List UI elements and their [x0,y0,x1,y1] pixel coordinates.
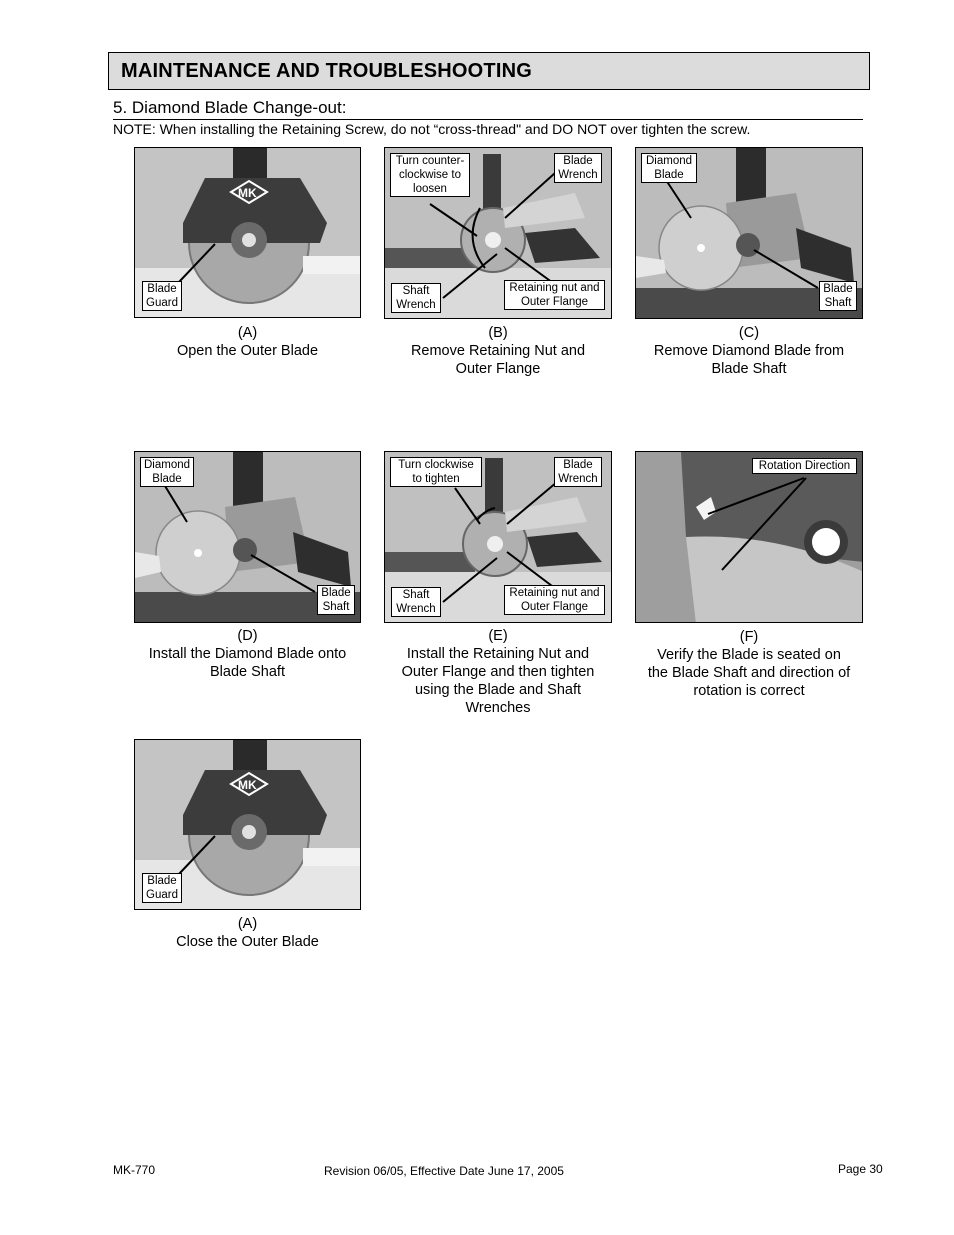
photo-open-outer-blade [134,147,361,318]
step-f-letter: (F) [739,629,759,645]
step-d-caption: Install the Diamond Blade onto Blade Shaft [148,646,347,680]
step-a-close-caption: Close the Outer Blade [176,934,319,950]
label-diamond-blade: Diamond Blade [140,457,194,487]
step-e-caption: Install the Retaining Nut and Outer Flange and then tighten using the Blade and Shaft Wrenches [401,646,595,716]
step-f-caption: Verify the Blade is seated on the Blade Shaft and direction of rotation is correct [647,647,851,699]
rotation-closeup-illustration [636,452,863,623]
photo-install-retaining-nut [384,451,612,623]
label-blade-guard: Blade Guard [142,281,182,311]
step-b-letter: (B) [488,325,508,341]
label-turn-counterclockwise: Turn counter- clockwise to loosen [390,153,470,197]
step-c-letter: (C) [738,325,760,341]
step-d-letter: (D) [237,628,258,644]
installation-note: NOTE: When installing the Retaining Screw, do not “cross-thread" and DO NOT over tighten the screw. [113,121,751,137]
footer-revision: Revision 06/05, Effective Date June 17, 2005 [324,1164,564,1178]
footer-page-number: Page 30 [838,1162,883,1176]
label-shaft-wrench: Shaft Wrench [391,283,441,313]
step-a-caption: Open the Outer Blade [176,343,319,359]
mk-logo: MK [238,186,257,200]
section-header-bar [108,52,870,90]
step-b-caption: Remove Retaining Nut and Outer Flange [410,343,586,377]
footer-model: MK-770 [113,1163,156,1177]
step-e-letter: (E) [488,628,508,644]
label-turn-clockwise: Turn clockwise to tighten [390,457,482,487]
step-c-caption: Remove Diamond Blade from Blade Shaft [653,343,845,377]
label-blade-guard: Blade Guard [142,873,182,903]
mk-logo: MK [238,778,257,792]
page-title: MAINTENANCE AND TROUBLESHOOTING [121,60,533,82]
label-retaining-nut: Retaining nut and Outer Flange [504,585,605,615]
step-a-letter: (A) [237,325,258,341]
label-blade-shaft: Blade Shaft [819,281,857,311]
label-rotation-direction: Rotation Direction [752,458,857,474]
step-a-close-letter: (A) [237,916,258,932]
label-diamond-blade: Diamond Blade [641,153,697,183]
photo-close-outer-blade [134,739,361,910]
photo-remove-diamond-blade [635,147,863,319]
photo-install-diamond-blade [134,451,361,623]
photo-verify-rotation [635,451,863,623]
label-blade-shaft: Blade Shaft [317,585,355,615]
label-blade-wrench: Blade Wrench [554,457,602,487]
section-title: 5. Diamond Blade Change-out: [113,98,863,120]
photo-remove-retaining-nut [384,147,612,319]
label-blade-wrench: Blade Wrench [554,153,602,183]
label-shaft-wrench: Shaft Wrench [391,587,441,617]
label-retaining-nut: Retaining nut and Outer Flange [504,280,605,310]
